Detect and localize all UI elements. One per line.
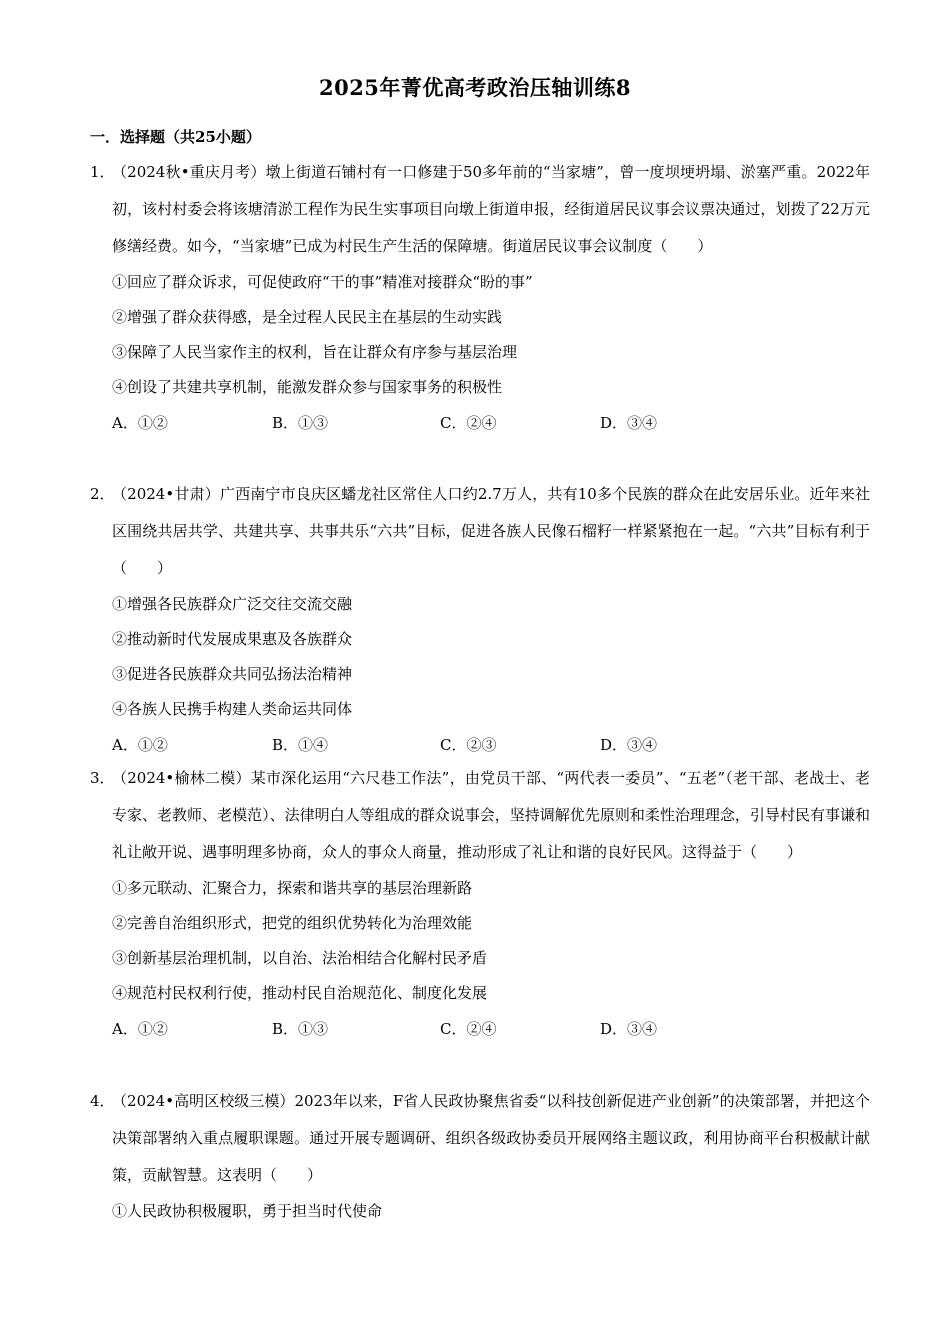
question-stem: （2024秋•重庆月考）墩上街道石铺村有一口修建于50多年前的“当家塘”，曾一度坝埂坍塌、淤塞严重。2022年初，该村村委会将该塘清淤工程作为民生实事项目向墩上街道申报，经街道居民议事会议票决通过，划拨了22万元修缮经费。如今，“当家塘”已成为村民生产生活的保障塘。街道居民议事会议制度（ ） [112, 163, 870, 255]
option-line: ①增强各民族群众广泛交往交流交融 [112, 595, 353, 613]
question-number: 4． [90, 1092, 115, 1110]
choice-d[interactable]: D．③④ [600, 414, 658, 432]
question-number: 2． [90, 485, 115, 503]
answer-choices [112, 727, 870, 763]
question-3 [90, 760, 870, 1047]
choice-c[interactable]: C．②③ [440, 736, 497, 754]
question-4 [90, 1083, 870, 1229]
option-line: ①回应了群众诉求，可促使政府“干的事”精准对接群众“盼的事” [112, 273, 533, 291]
choice-a[interactable]: A．①② [112, 1020, 168, 1038]
choice-d[interactable]: D．③④ [600, 1020, 658, 1038]
option-line: ①多元联动、汇聚合力，探索和谐共享的基层治理新路 [112, 879, 473, 897]
answer-choices [112, 1011, 870, 1047]
option-line: ②推动新时代发展成果惠及各族群众 [112, 630, 353, 648]
page-title: 2025年菁优高考政治压轴训练8 [318, 75, 632, 100]
section-heading: 一．选择题（共25小题） [90, 128, 261, 146]
option-line: ③促进各民族群众共同弘扬法治精神 [112, 665, 353, 683]
choice-b[interactable]: B．①④ [272, 736, 329, 754]
choice-b[interactable]: B．①③ [272, 414, 329, 432]
question-stem: （2024•高明区校级三模）2023年以来，F省人民政协聚焦省委“以科技创新促进产业创新”的决策部署，并把这个决策部署纳入重点履职课题。通过开展专题调研、组织各级政协委员开展网络主题议政，利用协商平台积极献计献策，贡献智慧。这表明（ ） [112, 1092, 870, 1184]
option-line: ④规范村民权利行使，推动村民自治规范化、制度化发展 [112, 984, 488, 1002]
question-1 [90, 154, 870, 441]
choice-d[interactable]: D．③④ [600, 736, 658, 754]
option-line: ③保障了人民当家作主的权利，旨在让群众有序参与基层治理 [112, 343, 518, 361]
choice-c[interactable]: C．②④ [440, 414, 497, 432]
question-number: 3． [90, 769, 115, 787]
question-number: 1． [90, 163, 115, 181]
option-line: ③创新基层治理机制，以自治、法治相结合化解村民矛盾 [112, 949, 488, 967]
question-2 [90, 476, 870, 763]
option-line: ④各族人民携手构建人类命运共同体 [112, 700, 353, 718]
option-line: ②增强了群众获得感，是全过程人民民主在基层的生动实践 [112, 308, 503, 326]
choice-a[interactable]: A．①② [112, 414, 168, 432]
option-line: ①人民政协积极履职，勇于担当时代使命 [112, 1202, 383, 1220]
answer-choices [112, 405, 870, 441]
option-line: ②完善自治组织形式，把党的组织优势转化为治理效能 [112, 914, 473, 932]
question-stem: （2024•榆林二模）某市深化运用“六尺巷工作法”，由党员干部、“两代表一委员”、“五老”（老干部、老战士、老专家、老教师、老模范）、法律明白人等组成的群众说事会，坚持调解优先原则和柔性治理理念，引导村民有事谦和礼让敞开说、遇事明理多协商，众人的事众人商量，推动形成了礼让和谐的良好民风。这得益于（ ） [112, 769, 870, 861]
choice-a[interactable]: A．①② [112, 736, 168, 754]
option-line: ④创设了共建共享机制，能激发群众参与国家事务的积极性 [112, 378, 503, 396]
choice-c[interactable]: C．②④ [440, 1020, 497, 1038]
question-stem: （2024•甘肃）广西南宁市良庆区蟠龙社区常住人口约2.7万人，共有10多个民族的群众在此安居乐业。近年来社区围绕共居共学、共建共享、共事共乐“六共”目标，促进各族人民像石榴籽一样紧紧抱在一起。“六共”目标有利于（ ） [112, 485, 870, 577]
choice-b[interactable]: B．①③ [272, 1020, 329, 1038]
